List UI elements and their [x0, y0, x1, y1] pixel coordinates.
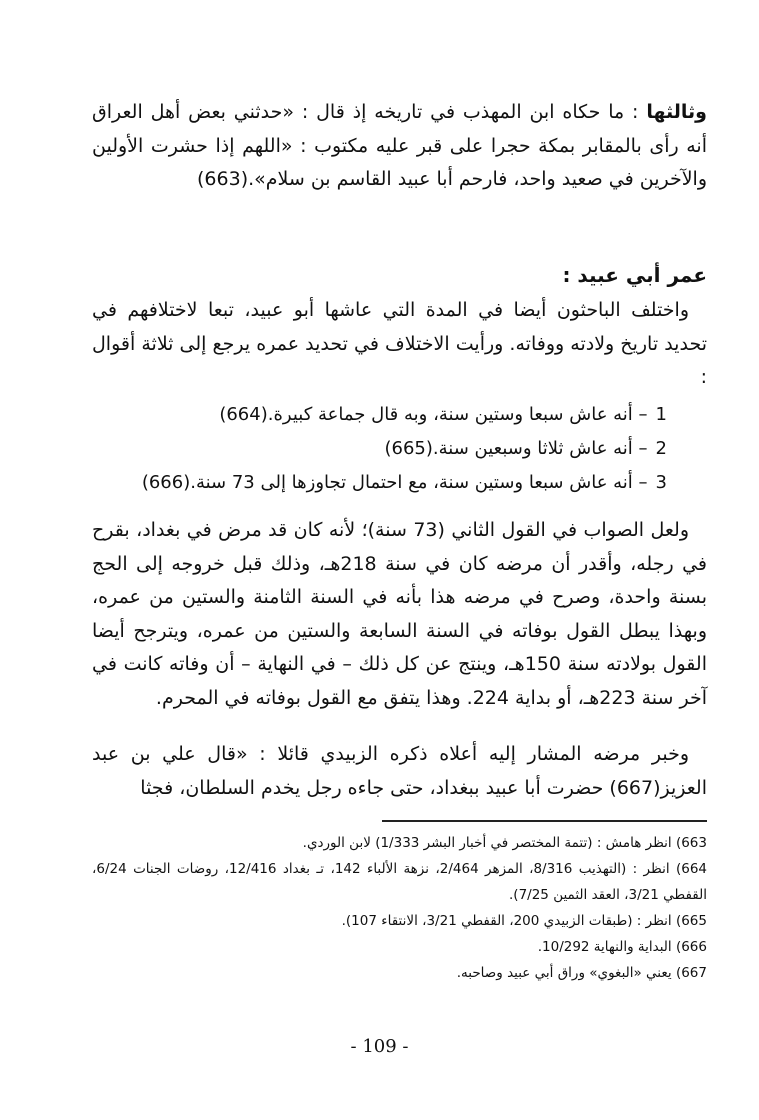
footnotes [92, 830, 707, 986]
section-heading: عمر أبي عبيد : [562, 263, 707, 287]
paragraph-third-report [92, 96, 707, 197]
list-number: 2 [655, 438, 667, 459]
list-item [92, 398, 707, 432]
paragraph-illness-report: وخبر مرضه المشار إليه أعلاه ذكره الزبيدي قائلا : «قال علي بن عبد العزيز(667) حضرت أبا عبيد ببغداد، حتى جاءه رجل يخدم السلطان، فجثا [92, 743, 707, 799]
list-item [92, 432, 707, 466]
list-item [92, 466, 707, 500]
page-number: - 109 - [350, 1036, 409, 1057]
list-text: – أنه عاش سبعا وستين سنة، وبه قال جماعة كبيرة.(664) [219, 404, 648, 425]
paragraph-lead: وثالثها [646, 101, 707, 123]
footnote: 666) البداية والنهاية 10/292. [537, 939, 707, 955]
list-number: 1 [655, 404, 667, 425]
paragraph-discussion: ولعل الصواب في القول الثاني (73 سنة)؛ لأنه كان قد مرض في بغداد، بقرح في رجله، وأقدر أن مرضه كان في سنة 218هـ، وذلك قبل خروجه إلى الحج بسنة واحدة، وصرح في مرضه هذا بأنه في السنة الثامنة والستين من عمره، وبهذا يبطل القول بوفاته في السنة السابعة والستين من عمره، ويترجح أيضا القول بولادته سنة 150هـ، وينتج عن كل ذلك – في النهاية – أن وفاته كانت في آخر سنة 223هـ، أو بداية 224. وهذا يتفق مع القول بوفاته في المحرم. [92, 519, 707, 709]
paragraph-intro: واختلف الباحثون أيضا في المدة التي عاشها أبو عبيد، تبعا لاختلافهم في تحديد تاريخ ولادته ووفاته. ورأيت الاختلاف في تحديد عمره يرجع إلى ثلاثة أقوال : [92, 299, 707, 388]
paragraph-text: : ما حكاه ابن المهذب في تاريخه إذ قال : «حدثني بعض أهل العراق أنه رأى بالمقابر بمكة حجرا على قبر عليه مكتوب : «اللهم إذا حشرت الأولين والآخرين في صعيد واحد، فارحم أبا عبيد القاسم بن سلام».(663) [92, 101, 707, 190]
footnote: 665) انظر : (طبقات الزبيدي 200، القفطي 3/21، الانتقاء 107). [341, 913, 707, 929]
list-text: – أنه عاش سبعا وستين سنة، مع احتمال تجاوزها إلى 73 سنة.(666) [141, 472, 648, 493]
opinions-list [92, 398, 707, 500]
footnote: 664) انظر : (التهذيب 8/316، المزهر 2/464، نزهة الألباء 142، تـ بغداد 12/416، روضات الجنات 6/24، القفطي 3/21، العقد الثمين 7/25). [92, 861, 708, 903]
list-text: – أنه عاش ثلاثا وسبعين سنة.(665) [384, 438, 648, 459]
footnote: 667) يعني «البغوي» وراق أبي عبيد وصاحبه. [456, 965, 707, 981]
footnote: 663) انظر هامش : (تتمة المختصر في أخبار البشر 1/333) لابن الوردي. [302, 835, 707, 851]
list-number: 3 [655, 472, 667, 493]
footnote-divider [382, 820, 707, 822]
